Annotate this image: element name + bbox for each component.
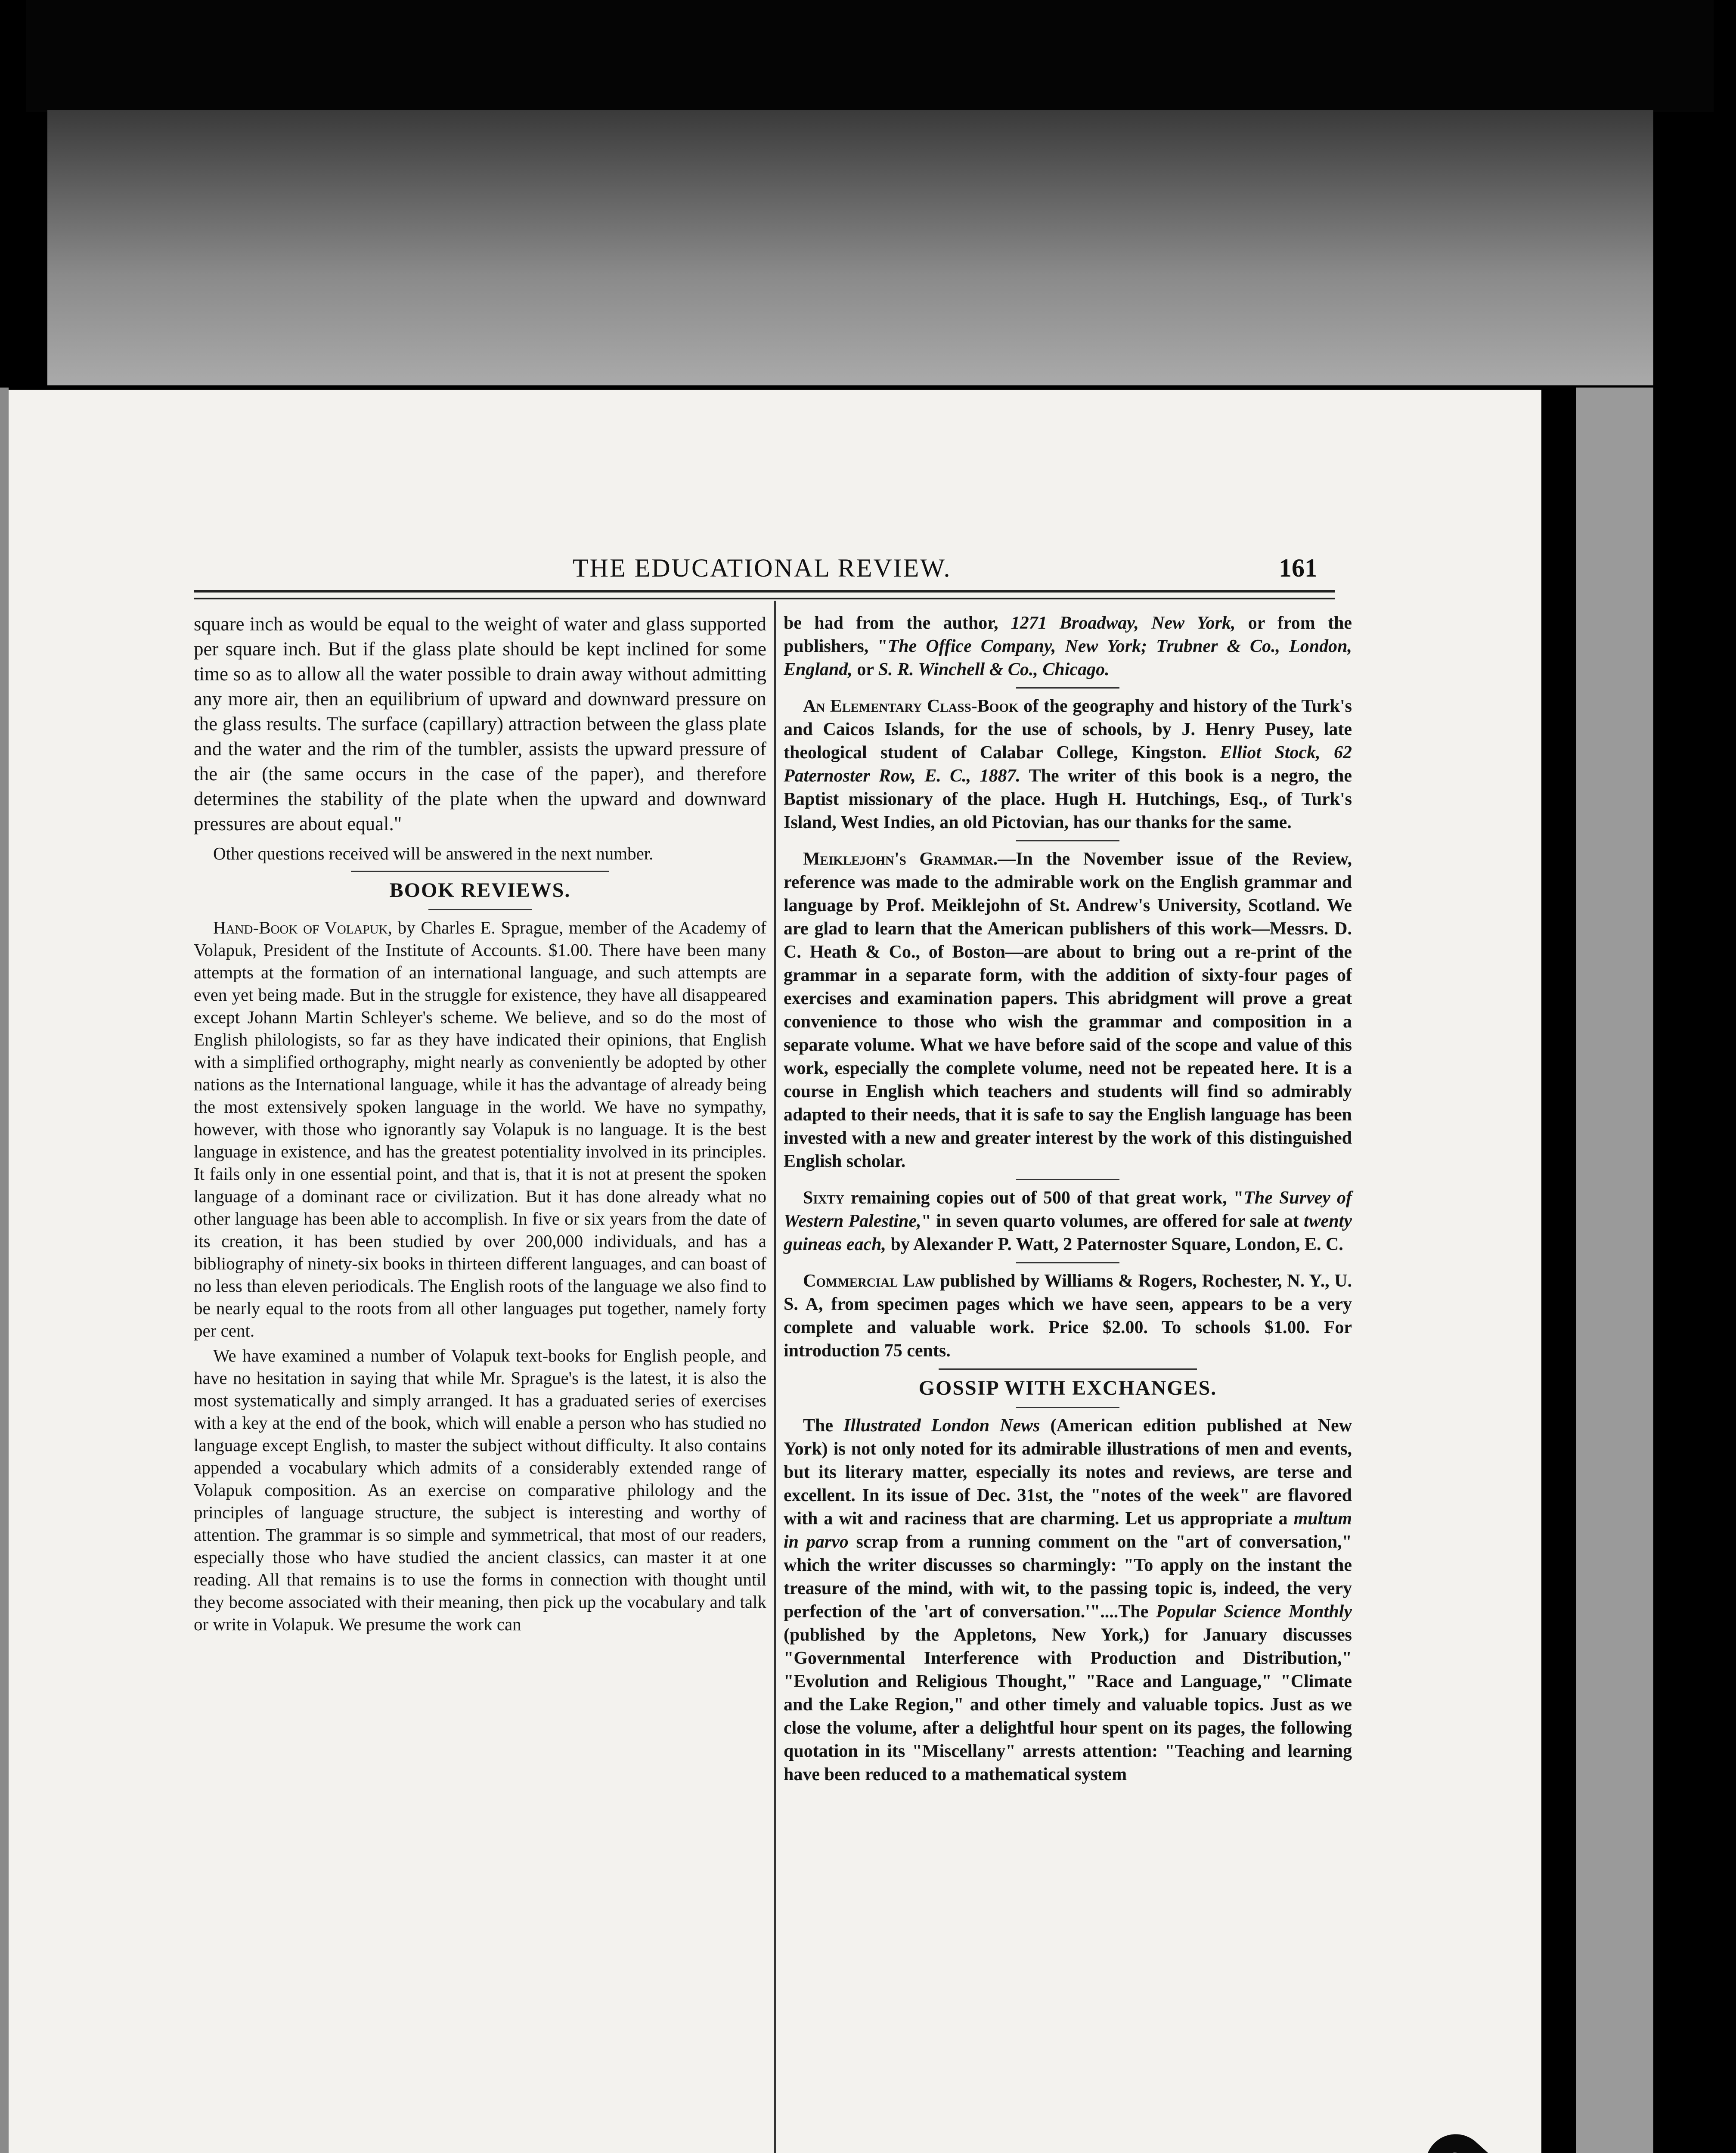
- text-run: or from the publishers, ": [784, 613, 1352, 656]
- continued-paragraph-right: [784, 611, 1352, 681]
- left-column: [194, 611, 766, 1635]
- review-volapuk-text: by Charles E. Sprague, member of the Academy of Volapuk, President of the Institute of Accounts. $1.00. There have been many attempts at the formation of an international language, and such attempts are even yet being made. But in the struggle for existence, they have all disappeared except Johann Martin Schleyer's scheme. We believe, and so do the most of English philologists, so far as they have indicated their opinions, that English with a simplified orthography, might nearly as conveniently be adopted by other nations as the International language, while it has the advantage of already being the most extensively spoken language in the world. We have no sympathy, however, with those who ignorantly say Volapuk is no language. It is the best language in existence, and has the greatest potentiality involved in its principles. It fails only in one essential point, and that is, that it is not at present the spoken language of a dominant race or civilization. But it has done already what no other language has been able to accomplish. In five or six years from the date of its creation, it has been studied by over 200,000 individuals, and has a bibliography of ninety-six books in thirteen different languages, and can boast of no less than eleven periodicals. The English roots of the language we also find to be nearly equal to the roots from all other languages put together, namely forty per cent.: [194, 918, 766, 1340]
- section-rule: [939, 1368, 1197, 1370]
- review-commercial-law: [784, 1269, 1352, 1362]
- text-run: be had from the author,: [784, 613, 1011, 633]
- text-run: " in seven quarto volumes, are offered for sale at: [921, 1211, 1304, 1231]
- review-volapuk-lead: Hand-Book of Volapuk,: [213, 918, 392, 937]
- item-separator: [1016, 1179, 1119, 1180]
- continued-paragraph: square inch as would be equal to the weight of water and glass supported per square inch. But if the glass plate should be kept inclined for some time so as to allow all the water possible to drain away without admitting any more air, then an equilibrium of upward and downward pressure on the glass results. The surface (capillary) attraction between the glass plate and the water and the rim of the tumbler, assists the upward pressure of the air (the same occurs in the case of the paper), and therefore determines the stability of the plate when the upward and downward pressures are about equal.": [194, 613, 766, 835]
- page-holder-right: [1576, 388, 1653, 2153]
- running-header: [194, 543, 1335, 594]
- review-palestine: [784, 1186, 1352, 1256]
- latin-phrase: multum in parvo: [784, 1509, 1352, 1552]
- publisher-chicago: S. R. Winchell & Co., Chicago.: [878, 660, 1110, 679]
- journal-title: THE EDUCATIONAL REVIEW.: [573, 554, 952, 582]
- price-text: twenty guineas each,: [784, 1211, 1352, 1254]
- publisher-address: 1271 Broadway, New York,: [1011, 613, 1236, 633]
- text-run: by Alexander P. Watt, 2 Paternoster Square, London, E. C.: [886, 1235, 1343, 1254]
- column-divider: [774, 601, 776, 2153]
- gossip-paragraph: [784, 1414, 1352, 1786]
- book-reviews-heading: BOOK REVIEWS.: [389, 879, 571, 902]
- page-holder-left: [0, 388, 9, 2153]
- text-run: (American edition published at New York) is not only noted for its admirable illustrations of men and events, but its literary matter, especially its notes and reviews, are terse and excellent. In its issue of Dec. 31st, the "notes of the week" are flavored with a wit and raciness that are charming. Let us appropriate a: [784, 1416, 1352, 1529]
- periodical-title: Illustrated London News: [843, 1416, 1040, 1436]
- other-questions-note: Other questions received will be answered in the next number.: [213, 844, 654, 863]
- scan-border-top: [26, 0, 1714, 112]
- header-rule: [194, 590, 1335, 593]
- review-meiklejohn: [784, 847, 1352, 1173]
- section-rule: [351, 871, 609, 872]
- review-volapuk: [194, 916, 766, 1342]
- item-separator: [1016, 840, 1119, 841]
- publisher-imprint: Elliot Stock, 62 Paternoster Row, E. C., 1887.: [784, 743, 1352, 786]
- review-class-book: [784, 695, 1352, 834]
- item-separator: [1016, 1262, 1119, 1263]
- book-title: The Survey of Western Palestine,: [784, 1188, 1352, 1231]
- text-run: or: [852, 660, 878, 679]
- right-column: [784, 611, 1352, 1786]
- heading-underline: [428, 909, 532, 910]
- review-meiklejohn-lead: Meiklejohn's Grammar.: [803, 849, 998, 869]
- page-number: 161: [1279, 554, 1318, 582]
- review-class-book-lead: An Elementary Class-Book: [803, 696, 1019, 716]
- review-palestine-lead: Sixty: [803, 1188, 844, 1208]
- item-separator: [1016, 687, 1119, 689]
- text-run: The writer of this book is a negro, the Baptist missionary of the place. Hugh H. Hutchings, Esq., of Turk's Island, West Indies, an old Pictovian, has our thanks for the same.: [784, 766, 1352, 832]
- review-commercial-law-lead: Commercial Law: [803, 1271, 935, 1291]
- text-run: (published by the Appletons, New York,) for January discusses "Governmental Interference with Production and Distribution," "Evolution and Religious Thought," "Race and Language," "Climate and the Lake Region," and other timely and valuable topics. Just as we close the volume, after a delightful hour spent on its pages, the following quotation in its "Miscellany" arrests attention: "Teaching and learning have been reduced to a mathematical system: [784, 1625, 1352, 1784]
- text-run: —In the November issue of the Review, reference was made to the admirable work on the English grammar and language by Prof. Meiklejohn of St. Andrew's University, Scotland. We are glad to learn that the American publishers of this work—Messrs. D. C. Heath & Co., of Boston—are about to bring out a re-print of the grammar in a separate form, with the addition of sixty-four pages of exercises and examination papers. This abridgment will prove a great convenience to those who wish the grammar and composition in a separate volume. What we have before said of the scope and value of this work, especially the complete volume, need not be repeated here. It is a course in English which teachers and students will find so admirably adapted to their needs, that it is safe to say the English language has been invested with a new and greater interest by the work of this distinguished English scholar.: [784, 849, 1352, 1171]
- review-volapuk-continued: We have examined a number of Volapuk text-books for English people, and have no hesitation in saying that while Mr. Sprague's is the latest, it is also the most systematically and simply arranged. It has a graduated series of exercises with a key at the end of the book, which will enable a person who has studied no language except English, to master the subject without difficulty. It also contains appended a vocabulary which admits of a considerably extended range of Volapuk composition. As an exercise on comparative philology and the principles of language structure, the subject is interesting and worthy of attention. The grammar is so simple and symmetrical, that most of our readers, especially those who have studied the ancient classics, can master it at one reading. All that remains is to use the forms in connection with thought until they become associated with their meaning, then pick up the vocabulary and talk or write in Volapuk. We presume the work can: [194, 1346, 766, 1634]
- gossip-heading: GOSSIP WITH EXCHANGES.: [918, 1377, 1217, 1399]
- text-run: published by Williams & Rogers, Rochester, N. Y., U. S. A, from specimen pages which we have seen, appears to be a very complete and valuable work. Price $2.00. To schools $1.00. For introduction 75 cents.: [784, 1271, 1352, 1361]
- text-run: remaining copies out of 500 of that great work, ": [844, 1188, 1244, 1208]
- periodical-title: Popular Science Monthly: [1156, 1602, 1352, 1622]
- heading-underline: [1016, 1407, 1119, 1408]
- text-run: of the geography and history of the Turk's and Caicos Islands, for the use of schools, by J. Henry Pusey, late theological student of Calabar College, Kingston.: [784, 696, 1352, 763]
- page-holder-top: [47, 110, 1653, 385]
- header-rule-thin: [194, 598, 1335, 599]
- text-run: scrap from a running comment on the "art of conversation," which the writer discusses so charmingly: "To apply on the instant the treasure of the mind, with wit, to the passing topic is, indeed, the very perfection of the 'art of conversation.'"....The: [784, 1532, 1352, 1622]
- text-run: The: [803, 1416, 844, 1436]
- publisher-names: The Office Company, New York; Trubner & Co., London, England,: [784, 636, 1352, 679]
